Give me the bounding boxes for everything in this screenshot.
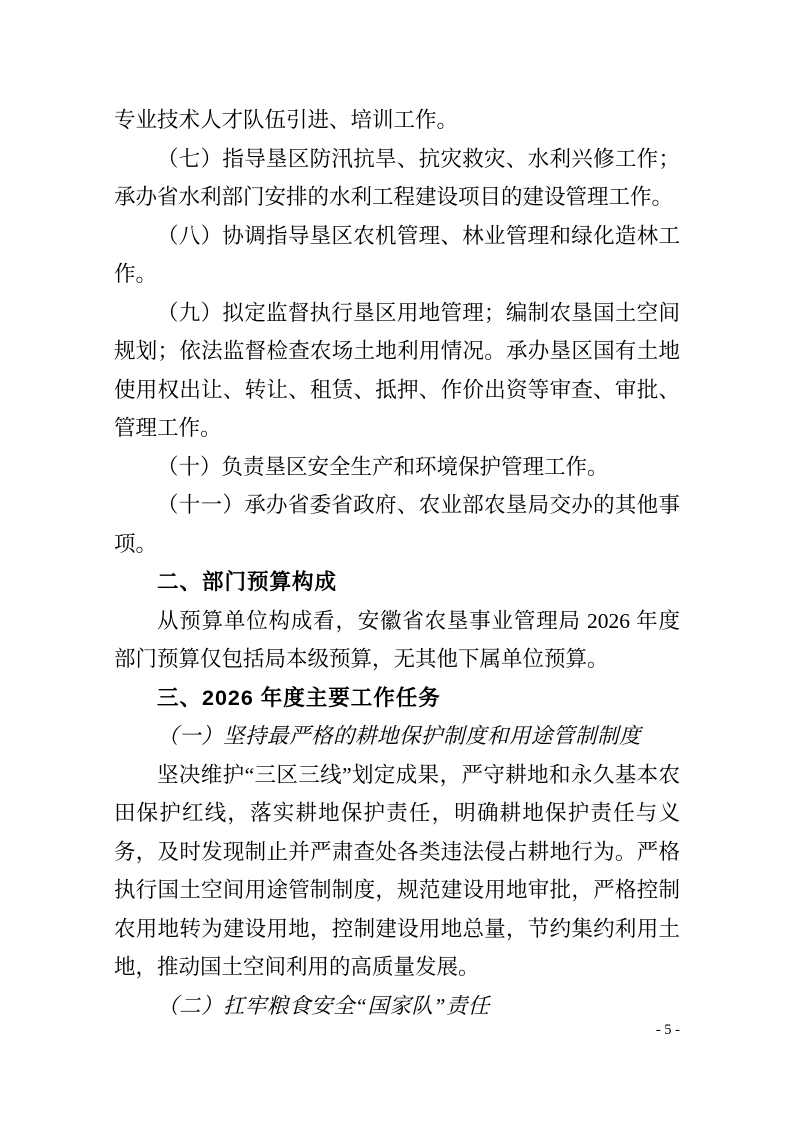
paragraph-item-11: （十一）承办省委省政府、农业部农垦局交办的其他事项。: [114, 493, 680, 556]
paragraph-continued-from-previous-page: 专业技术人才队伍引进、培训工作。: [114, 108, 459, 132]
paragraph-item-10: （十）负责垦区安全生产和环境保护管理工作。: [157, 454, 609, 479]
page-number: - 5 -: [655, 1022, 680, 1038]
paragraph-budget-composition: 从预算单位构成看，安徽省农垦事业管理局 2026 年度部门预算仅包括局本级预算，无其他下属单位预算。: [114, 608, 680, 671]
document-body: [114, 101, 680, 1025]
paragraph-item-9: （九）拟定监督执行垦区用地管理；编制农垦国土空间规划；依法监督检查农场土地利用情况。承办垦区国有土地使用权出让、转让、租赁、抵押、作价出资等审查、审批、管理工作。: [114, 300, 680, 440]
subsection-heading-farmland-protection: （一）坚持最严格的耕地保护制度和用途管制制度: [157, 724, 642, 748]
section-heading-2026-main-tasks: 三、2026 年度主要工作任务: [157, 685, 441, 710]
paragraph-item-7: （七）指导垦区防汛抗旱、抗灾救灾、水利兴修工作；承办省水利部门安排的水利工程建设项目的建设管理工作。: [114, 146, 680, 209]
page-footer: [114, 1022, 680, 1039]
section-heading-budget-composition: 二、部门预算构成: [157, 570, 338, 594]
subsection-heading-food-security: （二）扛牢粮食安全“国家队”责任: [157, 993, 490, 1018]
paragraph-item-8: （八）协调指导垦区农机管理、林业管理和绿化造林工作。: [114, 223, 680, 286]
paragraph-farmland-protection-detail: 坚决维护“三区三线”划定成果，严守耕地和永久基本农田保护红线，落实耕地保护责任，明确耕地保护责任与义务，及时发现制止并严肃查处各类违法侵占耕地行为。严格执行国土空间用途管制制度，规范建设用地审批，严格控制农用地转为建设用地，控制建设用地总量，节约集约利用土地，推动国土空间利用的高质量发展。: [114, 762, 680, 979]
